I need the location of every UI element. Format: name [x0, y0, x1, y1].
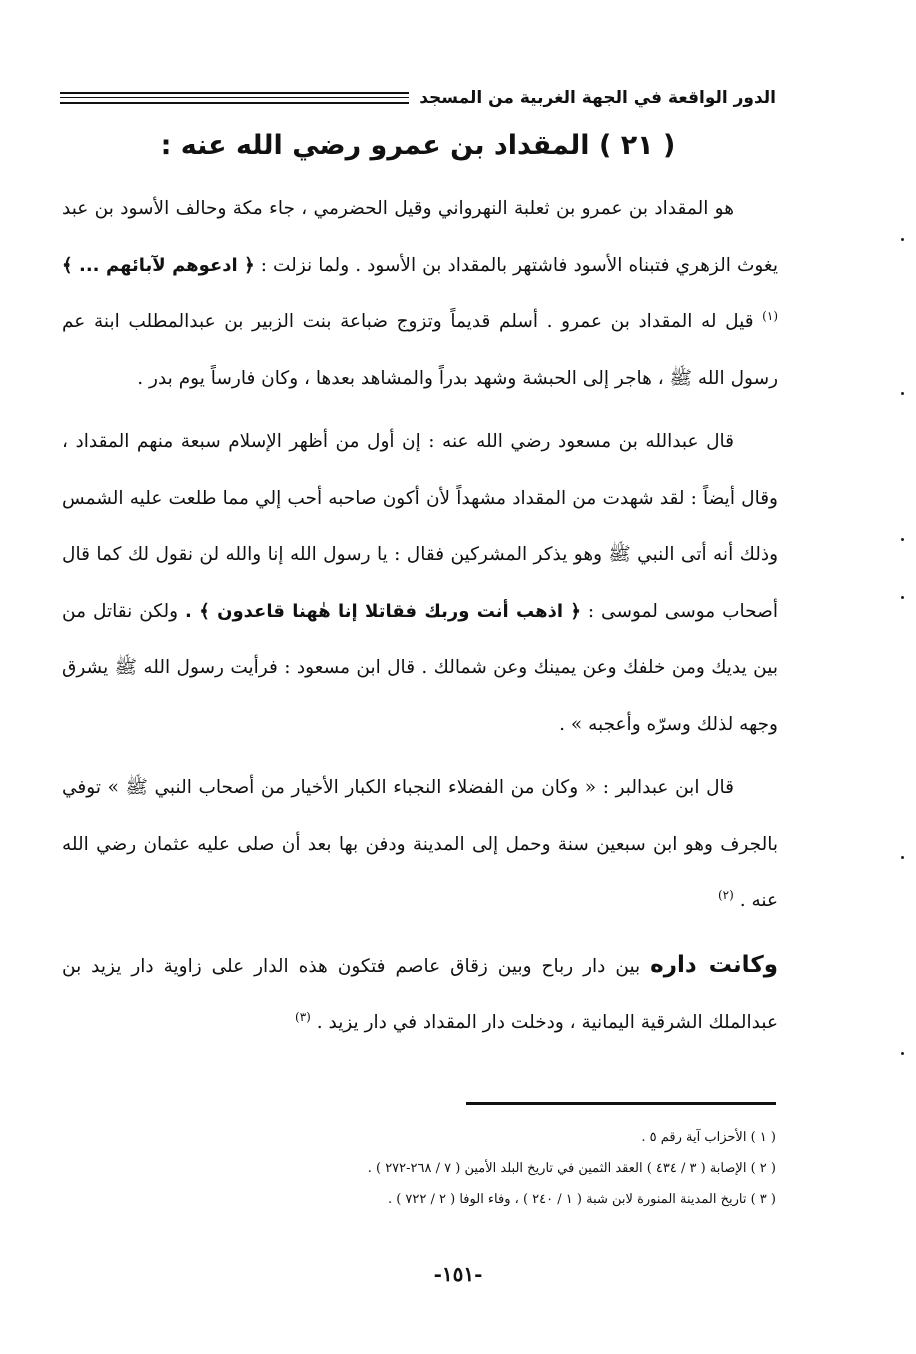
paragraph-text: قيل له المقداد بن عمرو . أسلم قديماً وتزوج ضباعة بنت الزبير بن عبدالمطلب ابنة عم رسول الله ﷺ ، هاجر إلى الحبشة وشهد بدراً والمشاهد بعدها ، وكان فارساً يوم بدر . [62, 311, 778, 389]
section-title: ( ٢١ ) المقداد بن عمرو رضي الله عنه : [160, 130, 676, 161]
footnote-ref-2: (٢) [717, 887, 734, 902]
main-text [62, 181, 778, 1059]
paragraph-3 [62, 760, 778, 930]
footnote-ref-3: (٣) [295, 1009, 311, 1024]
paragraph-4 [62, 937, 778, 1052]
lead-phrase: وكانت داره [650, 951, 778, 978]
paragraph-1 [62, 181, 778, 407]
footnote-2: ( ٢ ) الإصابة ( ٣ / ٤٣٤ ) العقد الثمين في تاريخ البلد الأمين ( ٧ / ٢٦٨-٢٧٢ ) . [367, 1161, 776, 1176]
footnotes [60, 1122, 776, 1215]
running-header [60, 82, 776, 114]
paragraph-2 [62, 414, 778, 753]
paragraph-text: ولكن نقاتل من بين يديك ومن خلفك وعن يمينك وعن شمالك . قال ابن مسعود : فرأيت رسول الله ﷺ يشرق وجهه لذلك وسرّه وأعجبه » . [62, 600, 778, 735]
quran-quote: ﴿ ادعوهم لآبائهم ... ﴾ [62, 254, 255, 276]
footnote-1: ( ١ ) الأحزاب آية رقم ٥ . [641, 1130, 776, 1145]
paragraph-text: بين دار رباح وبين زقاق عاصم فتكون هذه الدار على زاوية دار يزيد بن عبدالملك الشرقية اليمانية ، ودخلت دار المقداد في دار يزيد . [62, 955, 778, 1033]
margin-mark [901, 1052, 904, 1055]
header-rule [60, 92, 409, 104]
paragraph-text: هو المقداد بن عمرو بن ثعلبة النهرواني وقيل الحضرمي ، جاء مكة وحالف الأسود بن عبد يغوث الزهري فتبناه الأسود فاشتهر بالمقداد بن الأسود . ولما نزلت : [62, 198, 778, 276]
margin-mark [901, 856, 904, 859]
footnote-separator [466, 1102, 776, 1105]
footnote-ref-1: (١) [762, 308, 778, 323]
running-title: الدور الواقعة في الجهة الغربية من المسجد [419, 88, 776, 108]
footnote-3: ( ٣ ) تاريخ المدينة المنورة لابن شبة ( ١ / ٢٤٠ ) ، وفاء الوفا ( ٢ / ٧٢٢ ) . [387, 1192, 776, 1207]
paragraph-text: قال ابن عبدالبر : « وكان من الفضلاء النجباء الكبار الأخيار من أصحاب النبي ﷺ » توفي بالجرف وهو ابن سبعين سنة وحمل إلى المدينة ودفن بها بعد أن صلى عليه عثمان رضي الله عنه . [62, 777, 778, 911]
margin-mark [901, 238, 904, 241]
paragraph-text: قال عبدالله بن مسعود رضي الله عنه : إن أول من أظهر الإسلام سبعة منهم المقداد ، وقال أيضاً : لقد شهدت من المقداد مشهداً لأن أكون صاحبه أحب إلي مما طلعت عليه الشمس وذلك أنه أتى النبي ﷺ وهو يذكر المشركين فقال : يا رسول الله إنا والله لن نقول لك كما قال أصحاب موسى لموسى : [62, 431, 778, 622]
margin-mark [901, 392, 904, 395]
page-number: -١٥١- [433, 1262, 483, 1286]
quran-quote: ﴿ اذهب أنت وربك فقاتلا إنا هٰهنا قاعدون ﴾ . [185, 600, 581, 622]
margin-mark [901, 596, 904, 599]
margin-mark [901, 538, 904, 541]
